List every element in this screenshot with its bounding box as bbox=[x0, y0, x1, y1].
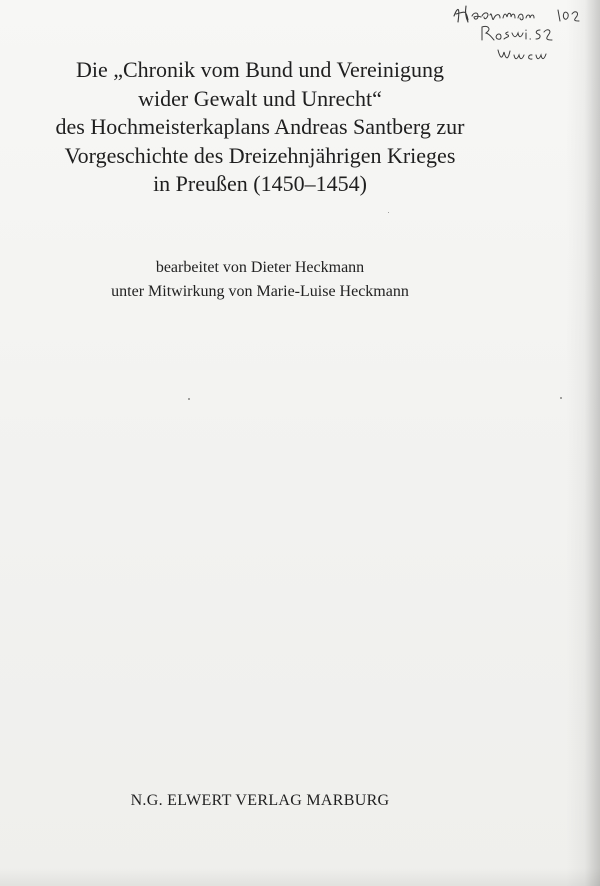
title-line: Die „Chronik vom Bund und Vereinigung bbox=[75, 57, 445, 82]
publisher-imprint: N.G. ELWERT VERLAG MARBURG bbox=[130, 792, 390, 809]
scan-speck bbox=[188, 398, 190, 400]
title-line: des Hochmeisterkaplans Andreas Santberg zur bbox=[55, 114, 465, 139]
page-bottom-edge bbox=[0, 868, 600, 886]
title-line: in Preußen (1450–1454) bbox=[153, 171, 367, 196]
scan-speck bbox=[560, 397, 562, 399]
title-line: wider Gewalt und Unrecht“ bbox=[138, 85, 382, 111]
editor-line: unter Mitwirkung von Marie-Luise Heckmann bbox=[111, 283, 409, 300]
editor-credits bbox=[0, 256, 520, 304]
editor-line: bearbeitet von Dieter Heckmann bbox=[155, 259, 365, 276]
book-title bbox=[0, 56, 520, 199]
scan-speck bbox=[388, 212, 389, 213]
page-edge-shadow bbox=[566, 0, 600, 886]
title-line: Vorgeschichte des Dreizehnjährigen Krieges bbox=[64, 142, 456, 168]
